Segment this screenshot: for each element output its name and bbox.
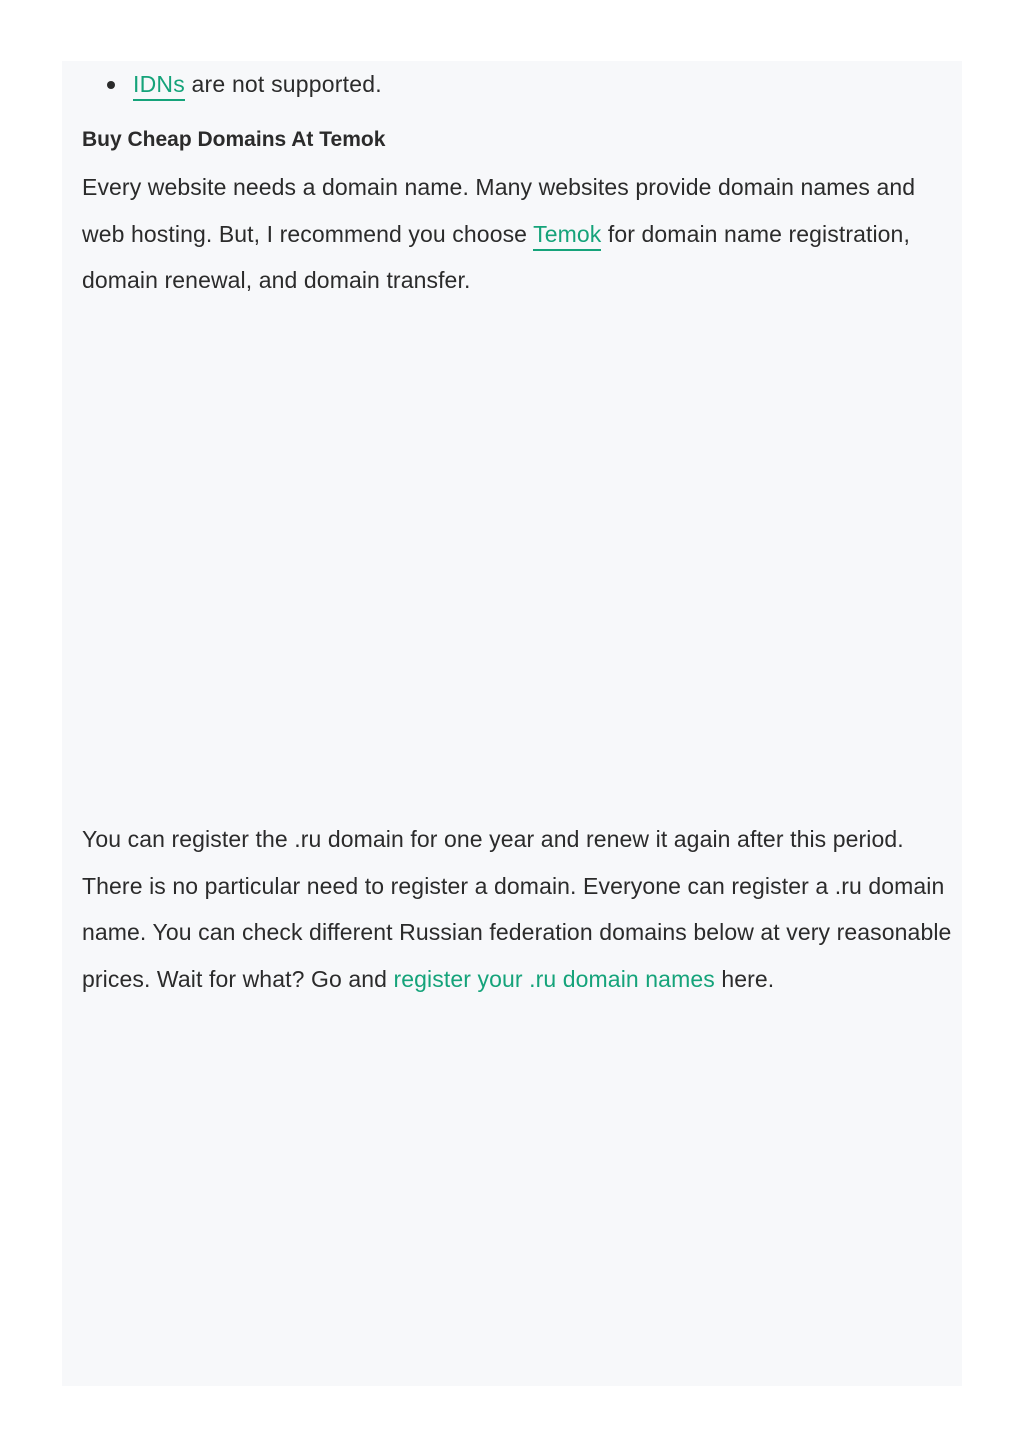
paragraph-text-after: for domain name registration, domain renewal, and domain transfer.	[82, 220, 910, 293]
registration-paragraph	[82, 816, 952, 1002]
paragraph-text-after: here.	[714, 965, 775, 992]
paragraph-text-before: You can register the .ru domain for one year and renew it again after this period. There is no particular need to register a domain. Everyone can register a .ru domain name. You can check different Russian federation domains below at very reasonable prices. Wait for what? Go and	[82, 826, 952, 992]
list-item	[62, 67, 382, 101]
bullet-dot-icon	[107, 81, 115, 89]
temok-link[interactable]: Temok	[533, 221, 601, 251]
section-heading: Buy Cheap Domains At Temok	[82, 128, 386, 151]
register-ru-domain-link[interactable]: register your .ru domain names	[393, 965, 715, 992]
list-item-text: are not supported.	[184, 71, 382, 97]
intro-paragraph	[82, 164, 952, 304]
article-content	[62, 61, 962, 1386]
idns-link[interactable]: IDNs	[133, 71, 185, 101]
bullet-list	[62, 67, 382, 101]
paragraph-text-before: Every website needs a domain name. Many websites provide domain names and web hosting. But, I recommend you choose	[82, 174, 916, 247]
